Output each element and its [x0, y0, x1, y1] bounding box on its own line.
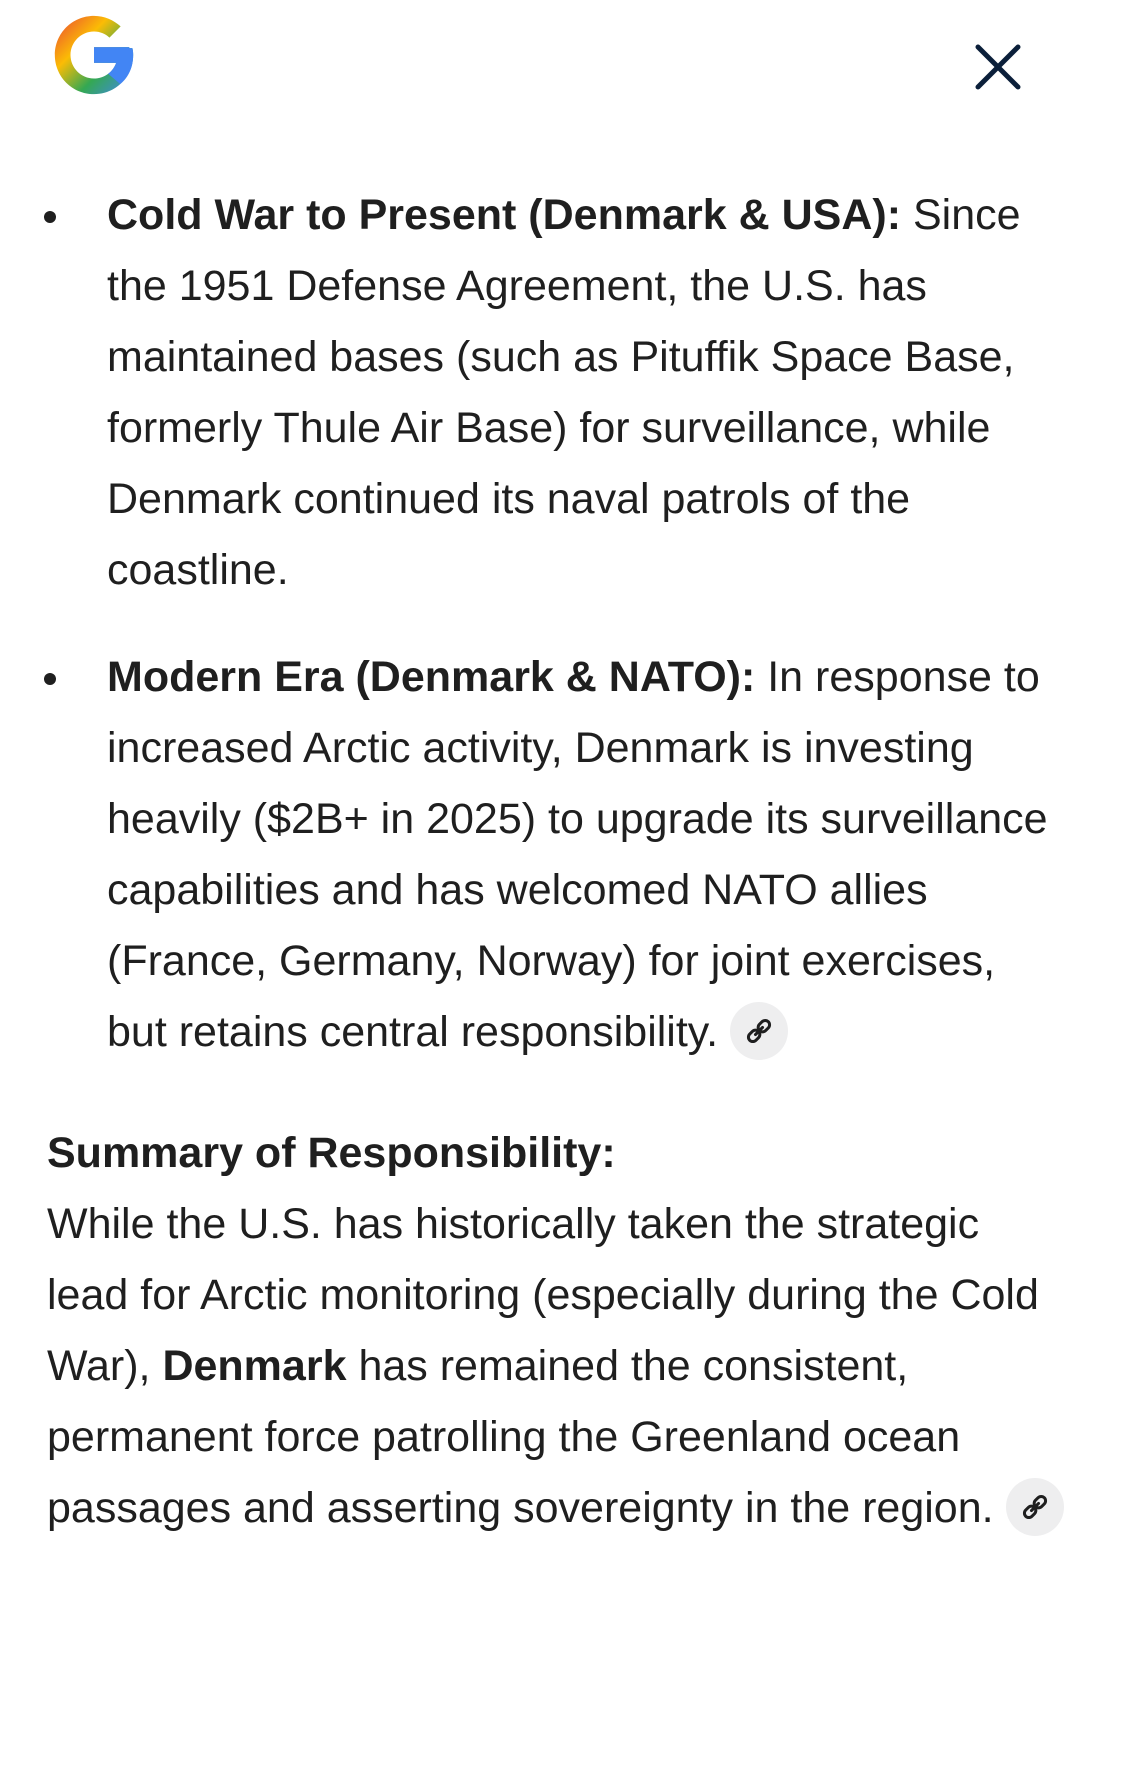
summary-text-before: While the U.S. has historically taken the strategic lead for Arctic monitoring (especially during the Cold War), [47, 1200, 1039, 1390]
google-g-logo-icon[interactable] [47, 8, 141, 102]
bullet-text: In response to increased Arctic activity, Denmark is investing heavily ($2B+ in 2025) to upgrade its surveillance capabilities and has welcomed NATO allies (France, Germany, Norway) for joint exercises, but retains central responsibility. [107, 653, 1048, 1056]
source-link-button[interactable] [730, 1002, 788, 1060]
summary-bold-text: Denmark [162, 1342, 347, 1390]
header [0, 0, 1125, 130]
summary-paragraph [47, 1189, 1065, 1544]
close-button[interactable] [953, 22, 1043, 112]
bullet-dot [44, 673, 56, 685]
link-icon [1020, 1492, 1050, 1522]
source-link-button[interactable] [1006, 1478, 1064, 1536]
answer-content [0, 180, 1125, 1544]
bullet-dot [44, 211, 56, 223]
bullet-list [0, 180, 1125, 1068]
close-icon [974, 43, 1022, 91]
link-icon [744, 1016, 774, 1046]
bullet-item-modern-era [0, 642, 1125, 1068]
bullet-lead: Modern Era (Denmark & NATO): [107, 653, 756, 701]
bullet-lead: Cold War to Present (Denmark & USA): [107, 191, 902, 239]
summary-heading: Summary of Responsibility: [47, 1129, 616, 1177]
bullet-text: Since the 1951 Defense Agreement, the U.S. has maintained bases (such as Pituffik Space Base, formerly Thule Air Base) for surveillance, while Denmark continued its naval patrols of the coastline. [107, 191, 1021, 594]
bullet-item-cold-war [0, 180, 1125, 606]
summary-text-after: has remained the consistent, permanent force patrolling the Greenland ocean passages and asserting sovereignty in the region. [47, 1342, 994, 1532]
summary-section [0, 1118, 1125, 1544]
